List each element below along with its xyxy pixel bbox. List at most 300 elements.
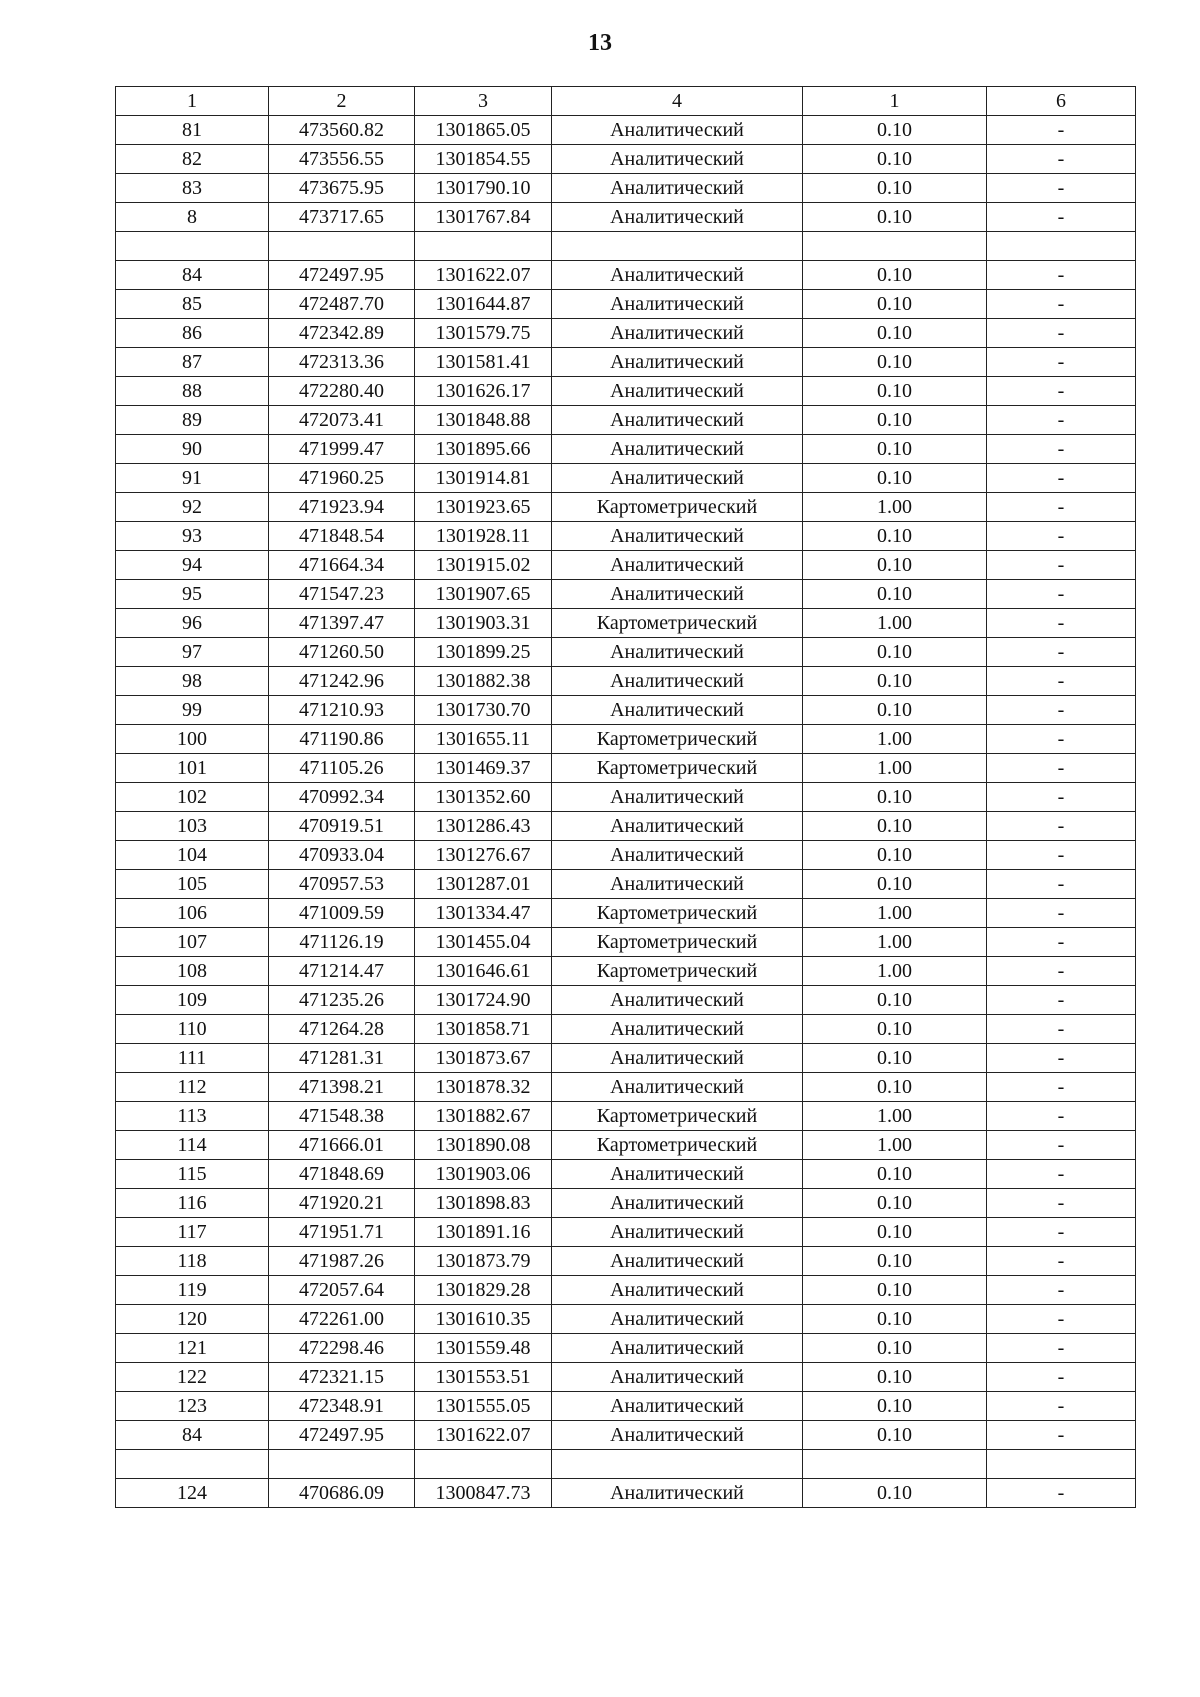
method-cell: Аналитический <box>552 290 803 319</box>
y-coordinate-cell: 1301655.11 <box>415 725 552 754</box>
note-cell: - <box>987 1479 1136 1508</box>
note-cell: - <box>987 841 1136 870</box>
note-cell: - <box>987 812 1136 841</box>
x-coordinate-cell: 470933.04 <box>269 841 415 870</box>
method-cell: Картометрический <box>552 725 803 754</box>
x-coordinate-cell: 471547.23 <box>269 580 415 609</box>
method-cell: Аналитический <box>552 145 803 174</box>
y-coordinate-cell: 1301352.60 <box>415 783 552 812</box>
table-row <box>116 754 1136 783</box>
accuracy-cell: 1.00 <box>803 493 987 522</box>
point-number-cell: 93 <box>116 522 269 551</box>
method-cell: Аналитический <box>552 116 803 145</box>
accuracy-cell: 0.10 <box>803 1479 987 1508</box>
accuracy-cell: 1.00 <box>803 899 987 928</box>
table-row <box>116 696 1136 725</box>
method-cell: Аналитический <box>552 1015 803 1044</box>
table-row <box>116 1276 1136 1305</box>
y-coordinate-cell: 1301276.67 <box>415 841 552 870</box>
y-coordinate-cell: 1301858.71 <box>415 1015 552 1044</box>
accuracy-cell: 0.10 <box>803 348 987 377</box>
table-row <box>116 1189 1136 1218</box>
accuracy-cell: 0.10 <box>803 1247 987 1276</box>
method-cell: Аналитический <box>552 986 803 1015</box>
point-number-cell: 83 <box>116 174 269 203</box>
point-number-cell: 104 <box>116 841 269 870</box>
note-cell: - <box>987 754 1136 783</box>
accuracy-cell: 1.00 <box>803 725 987 754</box>
x-coordinate-cell: 472280.40 <box>269 377 415 406</box>
method-cell: Картометрический <box>552 1131 803 1160</box>
point-number-cell: 102 <box>116 783 269 812</box>
accuracy-cell: 0.10 <box>803 522 987 551</box>
method-cell: Аналитический <box>552 870 803 899</box>
point-number-cell: 114 <box>116 1131 269 1160</box>
method-cell: Картометрический <box>552 899 803 928</box>
method-cell: Аналитический <box>552 1392 803 1421</box>
note-cell <box>987 232 1136 261</box>
table-row <box>116 1015 1136 1044</box>
note-cell: - <box>987 348 1136 377</box>
point-number-cell: 84 <box>116 261 269 290</box>
table-row <box>116 1247 1136 1276</box>
method-cell: Аналитический <box>552 203 803 232</box>
point-number-cell: 124 <box>116 1479 269 1508</box>
point-number-cell: 111 <box>116 1044 269 1073</box>
column-header: 3 <box>415 87 552 116</box>
method-cell: Аналитический <box>552 1479 803 1508</box>
accuracy-cell: 0.10 <box>803 116 987 145</box>
y-coordinate-cell: 1301873.79 <box>415 1247 552 1276</box>
point-number-cell: 109 <box>116 986 269 1015</box>
point-number-cell: 97 <box>116 638 269 667</box>
method-cell: Аналитический <box>552 174 803 203</box>
note-cell: - <box>987 899 1136 928</box>
x-coordinate-cell: 471666.01 <box>269 1131 415 1160</box>
note-cell: - <box>987 1189 1136 1218</box>
x-coordinate-cell: 471260.50 <box>269 638 415 667</box>
column-header: 6 <box>987 87 1136 116</box>
accuracy-cell: 0.10 <box>803 1189 987 1218</box>
method-cell: Аналитический <box>552 1305 803 1334</box>
y-coordinate-cell: 1301334.47 <box>415 899 552 928</box>
table-row <box>116 377 1136 406</box>
y-coordinate-cell: 1301891.16 <box>415 1218 552 1247</box>
x-coordinate-cell: 471999.47 <box>269 435 415 464</box>
accuracy-cell: 0.10 <box>803 1044 987 1073</box>
y-coordinate-cell: 1301581.41 <box>415 348 552 377</box>
accuracy-cell: 0.10 <box>803 696 987 725</box>
note-cell: - <box>987 116 1136 145</box>
y-coordinate-cell: 1301903.31 <box>415 609 552 638</box>
method-cell: Картометрический <box>552 957 803 986</box>
x-coordinate-cell: 471664.34 <box>269 551 415 580</box>
accuracy-cell: 1.00 <box>803 957 987 986</box>
method-cell: Аналитический <box>552 464 803 493</box>
note-cell: - <box>987 406 1136 435</box>
y-coordinate-cell: 1301455.04 <box>415 928 552 957</box>
x-coordinate-cell: 471210.93 <box>269 696 415 725</box>
point-number-cell <box>116 1450 269 1479</box>
method-cell <box>552 232 803 261</box>
note-cell: - <box>987 1131 1136 1160</box>
point-number-cell: 113 <box>116 1102 269 1131</box>
y-coordinate-cell: 1301865.05 <box>415 116 552 145</box>
table-row <box>116 1479 1136 1508</box>
note-cell: - <box>987 986 1136 1015</box>
method-cell: Аналитический <box>552 435 803 464</box>
method-cell: Аналитический <box>552 841 803 870</box>
accuracy-cell: 0.10 <box>803 1334 987 1363</box>
point-number-cell: 87 <box>116 348 269 377</box>
accuracy-cell: 0.10 <box>803 377 987 406</box>
point-number-cell: 91 <box>116 464 269 493</box>
table-header <box>116 87 1136 116</box>
point-number-cell: 117 <box>116 1218 269 1247</box>
accuracy-cell: 0.10 <box>803 783 987 812</box>
note-cell: - <box>987 725 1136 754</box>
method-cell: Аналитический <box>552 1218 803 1247</box>
note-cell: - <box>987 1334 1136 1363</box>
x-coordinate-cell: 472057.64 <box>269 1276 415 1305</box>
note-cell: - <box>987 580 1136 609</box>
x-coordinate-cell: 471398.21 <box>269 1073 415 1102</box>
table-row <box>116 290 1136 319</box>
accuracy-cell: 0.10 <box>803 986 987 1015</box>
note-cell: - <box>987 1363 1136 1392</box>
table-row <box>116 145 1136 174</box>
point-number-cell: 86 <box>116 319 269 348</box>
accuracy-cell <box>803 232 987 261</box>
table-row <box>116 870 1136 899</box>
x-coordinate-cell: 470686.09 <box>269 1479 415 1508</box>
y-coordinate-cell: 1301928.11 <box>415 522 552 551</box>
x-coordinate-cell: 472487.70 <box>269 290 415 319</box>
column-header: 4 <box>552 87 803 116</box>
method-cell: Аналитический <box>552 1247 803 1276</box>
table-row <box>116 1102 1136 1131</box>
x-coordinate-cell: 471397.47 <box>269 609 415 638</box>
note-cell: - <box>987 551 1136 580</box>
table-row <box>116 551 1136 580</box>
point-number-cell: 85 <box>116 290 269 319</box>
note-cell: - <box>987 435 1136 464</box>
note-cell: - <box>987 174 1136 203</box>
method-cell: Аналитический <box>552 1363 803 1392</box>
note-cell: - <box>987 145 1136 174</box>
note-cell: - <box>987 1073 1136 1102</box>
point-number-cell: 84 <box>116 1421 269 1450</box>
method-cell: Аналитический <box>552 812 803 841</box>
x-coordinate-cell: 471548.38 <box>269 1102 415 1131</box>
accuracy-cell: 0.10 <box>803 1421 987 1450</box>
method-cell: Аналитический <box>552 377 803 406</box>
accuracy-cell: 0.10 <box>803 319 987 348</box>
y-coordinate-cell: 1301286.43 <box>415 812 552 841</box>
note-cell: - <box>987 1160 1136 1189</box>
x-coordinate-cell: 471105.26 <box>269 754 415 783</box>
point-number-cell: 116 <box>116 1189 269 1218</box>
note-cell: - <box>987 783 1136 812</box>
method-cell: Аналитический <box>552 522 803 551</box>
x-coordinate-cell: 471848.54 <box>269 522 415 551</box>
x-coordinate-cell <box>269 232 415 261</box>
accuracy-cell: 1.00 <box>803 1102 987 1131</box>
table-row <box>116 464 1136 493</box>
table-row <box>116 812 1136 841</box>
y-coordinate-cell: 1301724.90 <box>415 986 552 1015</box>
table-row <box>116 319 1136 348</box>
table-row <box>116 203 1136 232</box>
method-cell: Аналитический <box>552 406 803 435</box>
y-coordinate-cell: 1301878.32 <box>415 1073 552 1102</box>
method-cell: Аналитический <box>552 1421 803 1450</box>
x-coordinate-cell: 471264.28 <box>269 1015 415 1044</box>
note-cell: - <box>987 1044 1136 1073</box>
accuracy-cell: 1.00 <box>803 1131 987 1160</box>
table-row <box>116 986 1136 1015</box>
note-cell: - <box>987 696 1136 725</box>
point-number-cell: 112 <box>116 1073 269 1102</box>
x-coordinate-cell: 472073.41 <box>269 406 415 435</box>
method-cell: Аналитический <box>552 348 803 377</box>
y-coordinate-cell: 1301914.81 <box>415 464 552 493</box>
y-coordinate-cell: 1301559.48 <box>415 1334 552 1363</box>
table-row <box>116 522 1136 551</box>
method-cell: Картометрический <box>552 754 803 783</box>
y-coordinate-cell: 1301730.70 <box>415 696 552 725</box>
table-body <box>116 116 1136 1508</box>
x-coordinate-cell: 472321.15 <box>269 1363 415 1392</box>
point-number-cell: 81 <box>116 116 269 145</box>
y-coordinate-cell: 1301767.84 <box>415 203 552 232</box>
point-number-cell: 8 <box>116 203 269 232</box>
accuracy-cell: 0.10 <box>803 203 987 232</box>
note-cell: - <box>987 377 1136 406</box>
table-row <box>116 1305 1136 1334</box>
note-cell: - <box>987 319 1136 348</box>
y-coordinate-cell: 1301469.37 <box>415 754 552 783</box>
point-number-cell: 121 <box>116 1334 269 1363</box>
x-coordinate-cell: 471190.86 <box>269 725 415 754</box>
accuracy-cell: 0.10 <box>803 1392 987 1421</box>
note-cell: - <box>987 1218 1136 1247</box>
y-coordinate-cell: 1301829.28 <box>415 1276 552 1305</box>
y-coordinate-cell: 1301626.17 <box>415 377 552 406</box>
column-header: 2 <box>269 87 415 116</box>
y-coordinate-cell: 1301553.51 <box>415 1363 552 1392</box>
x-coordinate-cell: 470919.51 <box>269 812 415 841</box>
x-coordinate-cell: 471951.71 <box>269 1218 415 1247</box>
method-cell: Аналитический <box>552 638 803 667</box>
point-number-cell: 105 <box>116 870 269 899</box>
y-coordinate-cell: 1301882.67 <box>415 1102 552 1131</box>
y-coordinate-cell: 1301895.66 <box>415 435 552 464</box>
y-coordinate-cell: 1301610.35 <box>415 1305 552 1334</box>
method-cell: Картометрический <box>552 609 803 638</box>
table-row <box>116 928 1136 957</box>
note-cell: - <box>987 1247 1136 1276</box>
point-number-cell: 98 <box>116 667 269 696</box>
y-coordinate-cell: 1301898.83 <box>415 1189 552 1218</box>
note-cell: - <box>987 928 1136 957</box>
y-coordinate-cell: 1301622.07 <box>415 261 552 290</box>
table-row <box>116 580 1136 609</box>
x-coordinate-cell: 472261.00 <box>269 1305 415 1334</box>
y-coordinate-cell: 1301890.08 <box>415 1131 552 1160</box>
table-row <box>116 725 1136 754</box>
note-cell: - <box>987 609 1136 638</box>
y-coordinate-cell: 1301854.55 <box>415 145 552 174</box>
table-row <box>116 1131 1136 1160</box>
table-row <box>116 348 1136 377</box>
note-cell: - <box>987 638 1136 667</box>
coordinates-table <box>115 86 1136 1508</box>
accuracy-cell: 0.10 <box>803 580 987 609</box>
table-row <box>116 261 1136 290</box>
point-number-cell: 96 <box>116 609 269 638</box>
table-row <box>116 493 1136 522</box>
y-coordinate-cell: 1300847.73 <box>415 1479 552 1508</box>
note-cell: - <box>987 1421 1136 1450</box>
separator-row <box>116 232 1136 261</box>
x-coordinate-cell <box>269 1450 415 1479</box>
table-row <box>116 1218 1136 1247</box>
x-coordinate-cell: 472342.89 <box>269 319 415 348</box>
y-coordinate-cell <box>415 232 552 261</box>
method-cell: Аналитический <box>552 1189 803 1218</box>
point-number-cell: 100 <box>116 725 269 754</box>
point-number-cell: 88 <box>116 377 269 406</box>
method-cell: Аналитический <box>552 1160 803 1189</box>
table-row <box>116 783 1136 812</box>
point-number-cell: 94 <box>116 551 269 580</box>
point-number-cell: 82 <box>116 145 269 174</box>
table-row <box>116 841 1136 870</box>
page-number: 13 <box>588 30 612 56</box>
method-cell: Картометрический <box>552 928 803 957</box>
accuracy-cell: 0.10 <box>803 174 987 203</box>
point-number-cell: 92 <box>116 493 269 522</box>
accuracy-cell: 0.10 <box>803 1015 987 1044</box>
table-row <box>116 116 1136 145</box>
accuracy-cell: 0.10 <box>803 1363 987 1392</box>
note-cell: - <box>987 261 1136 290</box>
method-cell: Аналитический <box>552 261 803 290</box>
y-coordinate-cell: 1301899.25 <box>415 638 552 667</box>
note-cell: - <box>987 464 1136 493</box>
x-coordinate-cell: 472313.36 <box>269 348 415 377</box>
accuracy-cell: 1.00 <box>803 928 987 957</box>
note-cell: - <box>987 957 1136 986</box>
note-cell: - <box>987 1392 1136 1421</box>
method-cell: Аналитический <box>552 1334 803 1363</box>
column-header: 1 <box>803 87 987 116</box>
y-coordinate-cell: 1301644.87 <box>415 290 552 319</box>
point-number-cell: 106 <box>116 899 269 928</box>
method-cell: Аналитический <box>552 1276 803 1305</box>
accuracy-cell: 0.10 <box>803 290 987 319</box>
x-coordinate-cell: 473675.95 <box>269 174 415 203</box>
y-coordinate-cell: 1301923.65 <box>415 493 552 522</box>
point-number-cell: 89 <box>116 406 269 435</box>
y-coordinate-cell: 1301790.10 <box>415 174 552 203</box>
accuracy-cell: 0.10 <box>803 1218 987 1247</box>
accuracy-cell: 0.10 <box>803 1073 987 1102</box>
x-coordinate-cell: 472497.95 <box>269 1421 415 1450</box>
y-coordinate-cell: 1301555.05 <box>415 1392 552 1421</box>
accuracy-cell <box>803 1450 987 1479</box>
y-coordinate-cell: 1301907.65 <box>415 580 552 609</box>
separator-row <box>116 1450 1136 1479</box>
x-coordinate-cell: 473560.82 <box>269 116 415 145</box>
header-row <box>116 87 1136 116</box>
y-coordinate-cell <box>415 1450 552 1479</box>
table-row <box>116 899 1136 928</box>
note-cell: - <box>987 1276 1136 1305</box>
method-cell: Картометрический <box>552 1102 803 1131</box>
x-coordinate-cell: 471923.94 <box>269 493 415 522</box>
note-cell: - <box>987 1015 1136 1044</box>
x-coordinate-cell: 471848.69 <box>269 1160 415 1189</box>
point-number-cell: 107 <box>116 928 269 957</box>
accuracy-cell: 0.10 <box>803 812 987 841</box>
method-cell <box>552 1450 803 1479</box>
accuracy-cell: 0.10 <box>803 261 987 290</box>
table-row <box>116 667 1136 696</box>
table-row <box>116 1073 1136 1102</box>
y-coordinate-cell: 1301882.38 <box>415 667 552 696</box>
x-coordinate-cell: 471281.31 <box>269 1044 415 1073</box>
point-number-cell: 108 <box>116 957 269 986</box>
accuracy-cell: 1.00 <box>803 754 987 783</box>
x-coordinate-cell: 472348.91 <box>269 1392 415 1421</box>
y-coordinate-cell: 1301622.07 <box>415 1421 552 1450</box>
note-cell: - <box>987 522 1136 551</box>
x-coordinate-cell: 471242.96 <box>269 667 415 696</box>
y-coordinate-cell: 1301848.88 <box>415 406 552 435</box>
point-number-cell: 90 <box>116 435 269 464</box>
table-row <box>116 609 1136 638</box>
y-coordinate-cell: 1301915.02 <box>415 551 552 580</box>
method-cell: Аналитический <box>552 580 803 609</box>
table-row <box>116 1363 1136 1392</box>
x-coordinate-cell: 471235.26 <box>269 986 415 1015</box>
accuracy-cell: 0.10 <box>803 1276 987 1305</box>
point-number-cell: 123 <box>116 1392 269 1421</box>
table-row <box>116 638 1136 667</box>
point-number-cell: 99 <box>116 696 269 725</box>
x-coordinate-cell: 472298.46 <box>269 1334 415 1363</box>
point-number-cell <box>116 232 269 261</box>
accuracy-cell: 0.10 <box>803 1160 987 1189</box>
x-coordinate-cell: 473717.65 <box>269 203 415 232</box>
accuracy-cell: 0.10 <box>803 435 987 464</box>
table-row <box>116 1421 1136 1450</box>
table-row <box>116 957 1136 986</box>
accuracy-cell: 0.10 <box>803 667 987 696</box>
x-coordinate-cell: 471987.26 <box>269 1247 415 1276</box>
accuracy-cell: 0.10 <box>803 870 987 899</box>
point-number-cell: 103 <box>116 812 269 841</box>
method-cell: Аналитический <box>552 1044 803 1073</box>
note-cell <box>987 1450 1136 1479</box>
point-number-cell: 118 <box>116 1247 269 1276</box>
accuracy-cell: 0.10 <box>803 145 987 174</box>
accuracy-cell: 0.10 <box>803 551 987 580</box>
y-coordinate-cell: 1301287.01 <box>415 870 552 899</box>
accuracy-cell: 0.10 <box>803 464 987 493</box>
